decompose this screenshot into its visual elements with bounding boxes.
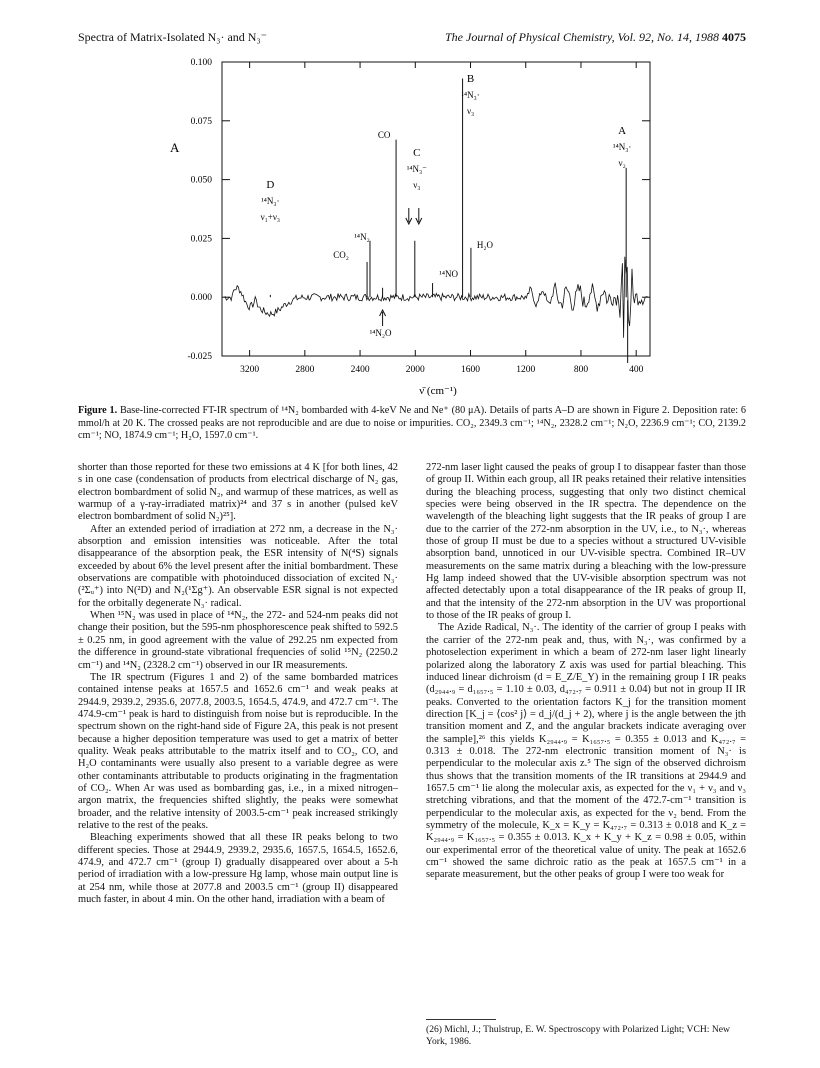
x-tick-label: 1600: [461, 365, 481, 375]
journal-citation: The Journal of Physical Chemistry, Vol. 92, No. 14, 1988: [445, 30, 719, 44]
ir-spectrum-figure: [0, 0, 820, 400]
plot-frame: [222, 62, 650, 356]
annotation-n2o: ¹⁴N₂O: [369, 328, 392, 338]
annotation-n2: ¹⁴N₂: [354, 232, 370, 242]
peak-lines: [270, 78, 627, 363]
right-column: [426, 462, 746, 882]
y-axis-label: A: [170, 140, 180, 155]
arrow-up-icon: [380, 310, 386, 326]
y-tick-label: 0.050: [190, 175, 212, 186]
x-tick-label: 2400: [350, 365, 370, 375]
page-number: 4075: [722, 30, 746, 44]
y-tick-label: 0.025: [190, 234, 212, 245]
y-tick-label: -0.025: [187, 352, 212, 362]
y-tick-label: 0.000: [190, 293, 212, 304]
arrow-down-icon: [406, 208, 412, 224]
spectrum-trace: [224, 257, 648, 338]
header-title: Spectra of Matrix-Isolated N₃· and N₃⁻: [78, 30, 267, 44]
annotation-h2o: H₂O: [476, 240, 494, 250]
figure-caption: [78, 405, 746, 443]
x-tick-label: 2000: [405, 365, 425, 375]
x-tick-label: 800: [573, 365, 589, 375]
x-tick-label: 400: [629, 365, 644, 375]
y-tick-label: 0.075: [190, 116, 212, 127]
annotation-c-line: ν₃: [413, 180, 421, 190]
annotation-d-line: ¹⁴N₃·: [261, 196, 280, 206]
paragraph: The IR spectrum (Figures 1 and 2) of the same bombarded matrices contained intense peaks at 1657.5 and 1652.6 cm⁻¹ and weak peaks at 2944.9, 2939.2, 2935.6, 2077.8, 2003.5, 1654.5, 474.9, and 472.7 cm⁻¹. The 474.9-cm⁻¹ peak is hard to distinguish from noise but is reproducible. In the spectrum shown on the right-hand side of Figure 2A, this peak is not present because a higher deposition temperature was used to get a matrix of better quality. Weak peaks attributable to the matrix itself and to CO₂, CO, and H₂O contaminants were usually also present to a variable degree as were other contaminants attributable to products originating in the fragmentation of CO₂. When Ar was used as bombarding gas, i.e., in a mixed nitrogen–argon matrix, the frequencies shifted slightly, the peaks were somewhat broader, and the relative intensity of 2003.5-cm⁻¹ peak increased strikingly relative to the rest of the peaks.: [78, 671, 398, 831]
paragraph: Bleaching experiments showed that all these IR peaks belong to two different species. Those at 2944.9, 2939.2, 2935.6, 1657.5, 1654.5, 1652.6, 474.9, and 472.7 cm⁻¹ (group I) gradually disappeared over about a 5-h period of irradiation with a low-pressure Hg lamp, whose main output line is at 254 nm, while those at 2077.8 and 2003.5 cm⁻¹ (group II) disappeared much faster, in about 4 min. On the other hand, irradiation with a beam of: [78, 832, 398, 906]
annotation-a-line: ¹⁴N₃·: [612, 142, 632, 152]
paragraph: shorter than those reported for these two emissions at 4 K [for both lines, 42 s in one case (condensation of products from electrical discharge of N₂ gas, electron bombardment of solid N₂, and warmup of these matrices, as well as warmup of a γ-ray-irradiated matrix)²⁴ and 37 s in another (pulsed keV electron bombardment of solid N₂)²⁵].: [78, 462, 398, 523]
y-tick-label: 0.100: [190, 58, 212, 68]
annotation-d-line: D: [266, 179, 275, 191]
annotation-d-line: ν₁+ν₃: [260, 212, 281, 222]
annotation-c-line: ¹⁴N₃⁻: [406, 164, 427, 174]
caption-text: Base-line-corrected FT-IR spectrum of ¹⁴N₂ bombarded with 4-keV Ne and Ne⁺ (80 μA). Details of parts A–D are shown in Figure 2. Deposition rate: 6 mmol/h at 20 K. The crossed peaks are not reproducible and are due to noise or impurities. CO₂, 2349.3 cm⁻¹; ¹⁴N₂, 2328.2 cm⁻¹; N₂O, 2236.9 cm⁻¹; CO, 2139.2 cm⁻¹; NO, 1874.9 cm⁻¹; H₂O, 1597.0 cm⁻¹.: [78, 405, 746, 442]
figure-label: Figure 1.: [78, 405, 118, 416]
x-tick-label: 1200: [516, 365, 536, 375]
arrow-down-icon: [416, 208, 422, 224]
footnote: (26) Michl, J.; Thulstrup, E. W. Spectroscopy with Polarized Light; VCH: New York, 1986.: [426, 1024, 730, 1047]
annotation-b-line: B: [466, 73, 475, 85]
x-axis-label: ν̄ (cm⁻¹): [419, 385, 457, 397]
plot-axes: [222, 62, 650, 356]
annotation-no: ¹⁴NO: [439, 269, 458, 279]
annotation-a-line: ν₂: [618, 158, 626, 168]
footnote-rule: [426, 1019, 496, 1020]
annotation-b-line: ν₃: [466, 106, 475, 116]
annotation-a-line: A: [618, 125, 627, 137]
axis-ticks: [170, 58, 650, 397]
x-tick-label: 3200: [240, 365, 260, 375]
paragraph: 272-nm laser light caused the peaks of group I to disappear faster than those of group II. Within each group, all IR peaks retained their relative intensities during the bleaching process, suggesting that only two distinct chemical species were being observed in the IR spectra. The dependence on the wavelength of the bleaching light suggests that the IR peaks of group I are due to the carrier of the 272-nm absorption in the UV, i.e., to N₃·, whereas those of group II must be due to a species without a structured UV-visible absorption band, unnoticed in our UV-visible spectra. Combined IR–UV measurements on the same matrix during a bleaching with the low-pressure Hg lamp indeed showed that the UV-visible absorption spectrum was not affected detectably upon a total disappearance of the IR peaks of group II, and that the intensity of the 272-nm absorption in the UV was proportional to those of the IR peaks of group I.: [426, 462, 746, 622]
paragraph: After an extended period of irradiation at 272 nm, a decrease in the N₃· absorption and emission intensities was noticeable. After the total disappearance of the absorption peak, the ESR intensity of N(⁴S) signals exceeded by about 6% the level present after the initial bombardment. These observations are compatible with photoinduced dissociation of excited N₃· (²Σᵤ⁺) into N(²D) and N₂(¹Σg⁺). An observable ESR signal is not expected for the orbitally degenerate N₃· radical.: [78, 523, 398, 609]
annotation-c-line: C: [413, 147, 421, 159]
annotation-co: CO: [377, 130, 391, 140]
paragraph: When ¹⁵N₂ was used in place of ¹⁴N₂, the 272- and 524-nm peaks did not change their position, but the 595-nm phosphorescence peak shifted to 592.5 ± 0.25 nm, in good agreement with the value of 292.25 nm expected from the difference in ground-state vibrational frequencies of solid ¹⁵N₂ (2250.2 cm⁻¹) and ¹⁴N₂ (2328.2 cm⁻¹) observed in our IR measurements.: [78, 610, 398, 671]
annotation-b-line: ¹⁴N₃·: [461, 90, 480, 100]
paragraph: The Azide Radical, N₃·. The identity of the carrier of group I peaks with the carrier of the 272-nm peak and, thus, with N₃·, was confirmed by a photoselection experiment in which a beam of 272-nm laser light linearly polarized along the laboratory Z axis was used for partial bleaching. This induced linear dichroism (d = E_Z/E_Y) in the remaining group I IR peaks (d₂₉₄₄.₉ = d₁₆₅₇.₅ = 1.10 ± 0.03, d₄₇₂.₇ = 0.911 ± 0.04) but not in group II IR peaks. Converted to the orientation factors K_j for the transition moment direction [K_j = ⟨cos² j⟩ = d_j/(d_j + 2), where j is the angle between the jth transition moment and Z, and the angular brackets indicate averaging over the sample],²⁶ this yields K₂₉₄₄.₉ = K₁₆₅₇.₅ = 0.355 ± 0.013 and K₄₇₂.₇ = 0.313 ± 0.018. The 272-nm electronic transition moment of N₃· is perpendicular to the molecular axis z.⁵ The sign of the observed dichroism thus shows that the transition moments of the IR transitions at 2944.9 and 1657.5 cm⁻¹ lie along the molecular axis, as expected for the ν₁ + ν₃ and ν₃ stretching vibrations, and that the moment of the 472.7-cm⁻¹ transition is perpendicular to the molecular axis, as expected for the ν₂ bend. From the symmetry of the molecule, K_x = K_y = K₄₇₂.₇ = 0.313 ± 0.018 and K_z = K₂₉₄₄.₉ = K₁₆₅₇.₅ = 0.355 ± 0.013. K_x + K_y + K_z = 0.98 ± 0.05, within our experimental error of the theoretical value of unity. The peak at 1652.6 cm⁻¹ showed the same dichroic ratio as the peak at 1657.5 cm⁻¹ in a separate measurement, but the other peaks of group I were too weak for: [426, 622, 746, 881]
left-column: [78, 462, 398, 906]
annotation-co2: CO₂: [333, 250, 349, 260]
x-tick-label: 2800: [295, 365, 315, 375]
